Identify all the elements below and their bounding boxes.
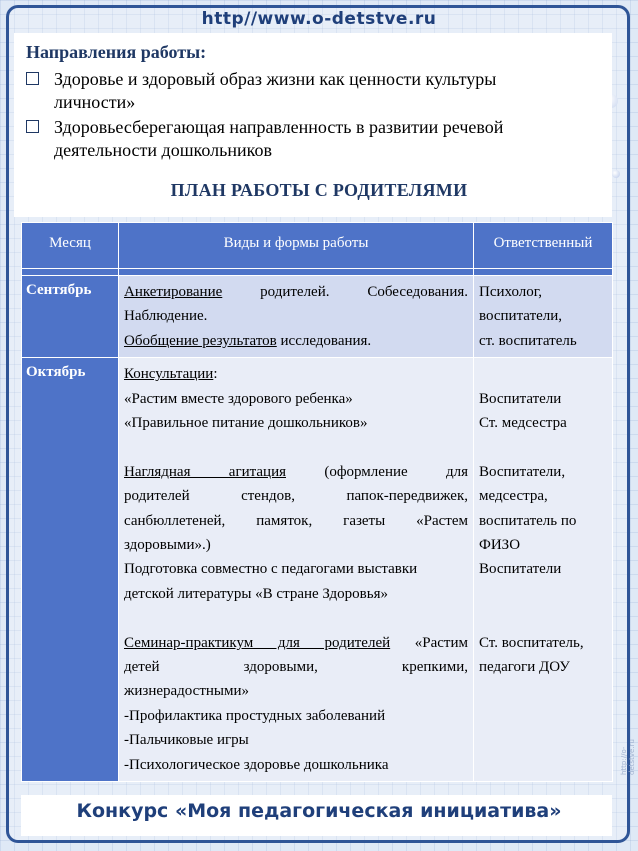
direction-item-line: Здоровьесберегающая направленность в развитии речевой bbox=[54, 117, 504, 137]
responsible-line: педагоги ДОУ bbox=[479, 659, 570, 676]
work-line: родителей стендов, папок-передвижек, bbox=[124, 488, 468, 505]
month-cell: Октябрь bbox=[22, 358, 119, 782]
column-header-work: Виды и формы работы bbox=[119, 223, 474, 269]
work-form-label: Семинар-практикум для родителей bbox=[124, 634, 391, 651]
header-spacer-row bbox=[22, 269, 613, 276]
work-line: детской литературы «В стране Здоровья» bbox=[124, 585, 389, 602]
work-line: Подготовка совместно с педагогами выставки bbox=[124, 561, 418, 578]
responsible-line: Воспитатели bbox=[479, 390, 562, 407]
work-text: : bbox=[213, 366, 218, 383]
site-url[interactable]: http//www.o-detstve.ru bbox=[201, 9, 437, 29]
work-line bbox=[124, 631, 468, 655]
directions-heading: Направления работы: bbox=[26, 42, 207, 62]
blank-line bbox=[479, 435, 607, 459]
checkbox-bullet-icon bbox=[26, 120, 39, 133]
column-header-responsible: Ответственный bbox=[474, 223, 613, 269]
work-form-label: Анкетирование bbox=[124, 284, 223, 300]
work-line: Наблюдение. bbox=[124, 308, 208, 325]
work-line: «Растим вместе здорового ребенка» bbox=[124, 390, 353, 407]
blank-line bbox=[479, 582, 607, 606]
responsible-line: Воспитатели, bbox=[479, 463, 566, 480]
responsible-cell bbox=[474, 276, 613, 358]
side-watermark: http://o-detstve.ru bbox=[620, 739, 636, 775]
direction-item-1 bbox=[26, 68, 596, 114]
work-line bbox=[124, 460, 468, 484]
work-line: здоровыми».) bbox=[124, 537, 211, 554]
blank-line bbox=[124, 606, 468, 630]
work-form-label: Консультации bbox=[124, 366, 214, 383]
work-text: «Растим bbox=[390, 634, 468, 651]
responsible-line: Ст. медсестра bbox=[479, 415, 567, 432]
work-line: -Профилактика простудных заболеваний bbox=[124, 707, 386, 724]
work-cell bbox=[119, 276, 474, 358]
work-line bbox=[124, 362, 468, 386]
table-row bbox=[22, 358, 613, 782]
responsible-line: ФИЗО bbox=[479, 537, 521, 554]
work-plan-table bbox=[21, 222, 613, 782]
work-form-label: Обобщение результатов bbox=[124, 332, 277, 349]
column-header-month: Месяц bbox=[22, 223, 119, 269]
responsible-line: ст. воспитатель bbox=[479, 332, 577, 349]
work-line: жизнерадостными» bbox=[124, 683, 250, 700]
work-cell bbox=[119, 358, 474, 782]
responsible-line: Психолог, bbox=[479, 284, 542, 300]
work-line bbox=[124, 329, 468, 353]
work-line: санбюллетеней, памяток, газеты «Растем bbox=[124, 512, 468, 529]
month-cell: Сентябрь bbox=[22, 276, 119, 358]
responsible-line: Ст. воспитатель, bbox=[479, 634, 584, 651]
direction-item-line: деятельности дошкольников bbox=[54, 140, 272, 160]
responsible-line: воспитатель по bbox=[479, 512, 577, 529]
table-row bbox=[22, 276, 613, 358]
blank-line bbox=[479, 606, 607, 630]
work-line: -Психологическое здоровье дошкольника bbox=[124, 756, 389, 773]
direction-item-line: Здоровье и здоровый образ жизни как ценности культуры bbox=[54, 69, 497, 89]
plan-title: ПЛАН РАБОТЫ С РОДИТЕЛЯМИ bbox=[170, 180, 468, 200]
responsible-line: Воспитатели bbox=[479, 561, 562, 578]
responsible-line: воспитатели, bbox=[479, 308, 563, 325]
table-header-row bbox=[22, 223, 613, 269]
work-line: детей здоровыми, крепкими, bbox=[124, 659, 468, 676]
responsible-line: медсестра, bbox=[479, 488, 548, 505]
work-form-label: Наглядная агитация bbox=[124, 463, 286, 480]
responsible-cell bbox=[474, 358, 613, 782]
decorative-bubble bbox=[612, 170, 620, 178]
checkbox-bullet-icon bbox=[26, 72, 39, 85]
work-text: родителей. Собеседования. bbox=[222, 284, 468, 300]
direction-item-2 bbox=[26, 116, 596, 162]
blank-line bbox=[479, 362, 607, 386]
direction-item-line: личности» bbox=[54, 92, 136, 112]
work-line: -Пальчиковые игры bbox=[124, 732, 249, 749]
work-line bbox=[124, 280, 468, 304]
work-line: «Правильное питание дошкольников» bbox=[124, 415, 368, 432]
blank-line bbox=[124, 435, 468, 459]
work-text: исследования. bbox=[276, 332, 372, 349]
footer-contest-title: Конкурс «Моя педагогическая инициатива» bbox=[76, 800, 562, 822]
work-text: (оформление для bbox=[286, 463, 468, 480]
